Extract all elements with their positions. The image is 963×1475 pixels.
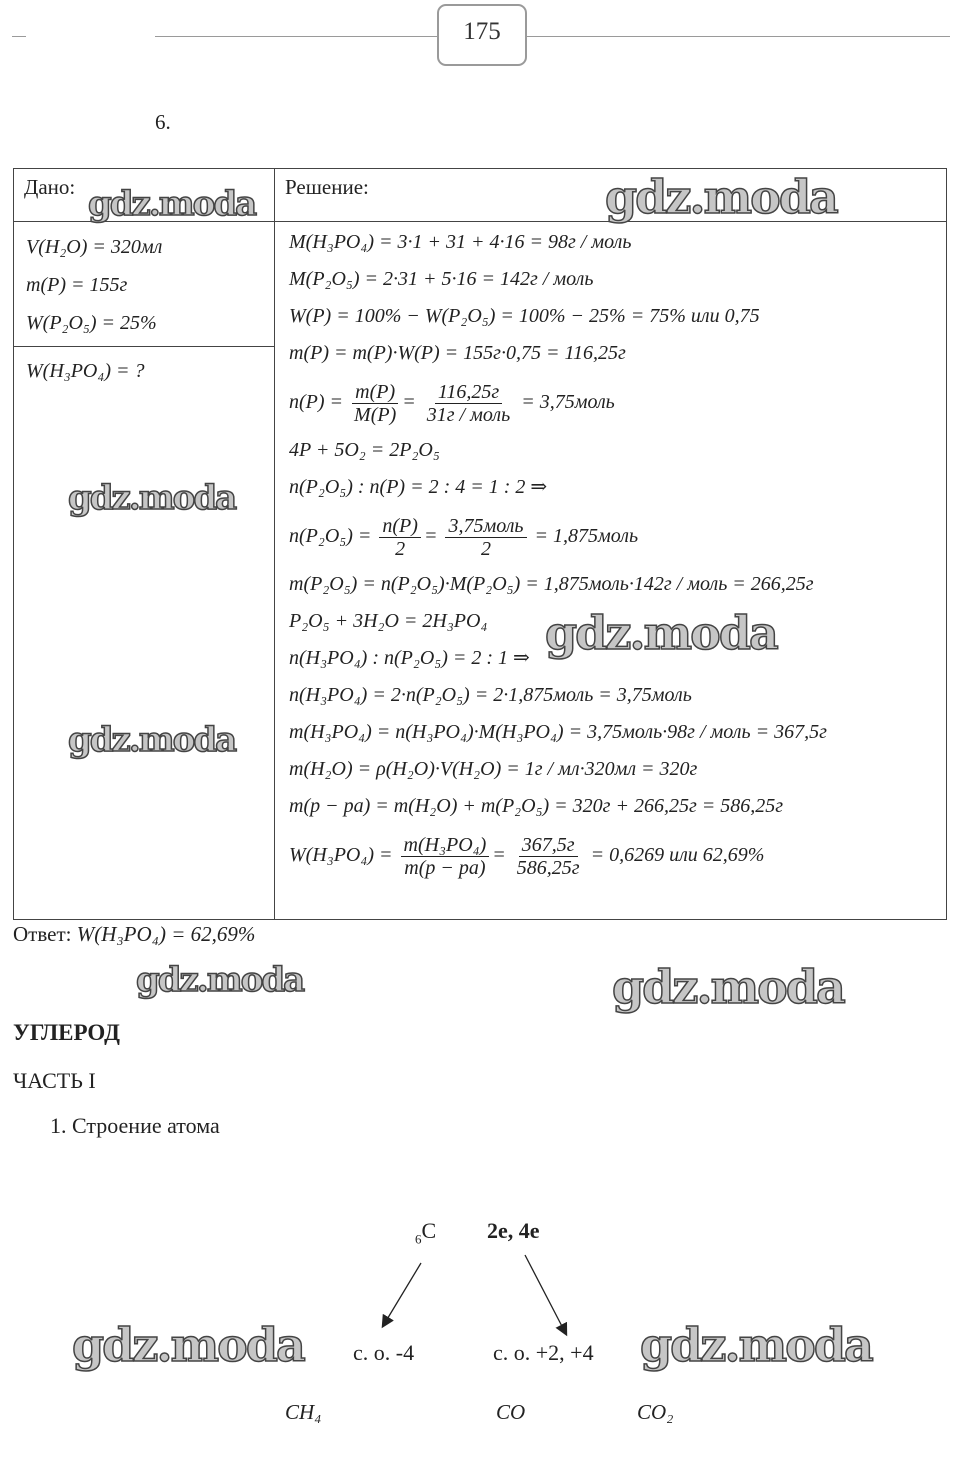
fraction-numerator: 3,75моль	[445, 515, 526, 538]
watermark: gdz.moda	[545, 606, 777, 660]
solution-step: n(H₃PO₄) = 2·n(P₂O₅) = 2·1,875моль = 3,75моль	[289, 684, 692, 706]
solution-header: Решение:	[275, 169, 947, 222]
formula-result: = 1,875моль	[534, 525, 639, 547]
solution-step: m(P) = m(P)·W(P) = 155г·0,75 = 116,25г	[289, 342, 626, 364]
solution-step: m(P₂O₅) = n(P₂O₅)·M(P₂O₅) = 1,875моль·142г / моль = 266,25г	[289, 573, 814, 595]
compound-methane: CH₄	[285, 1400, 322, 1424]
solution-step-fraction: n(P) = $\frac{m(P)}{M(P)}$ = $\frac{116,25г}{\text{31г / моль}}$ = 3,75моль	[289, 380, 615, 426]
fraction-numerator: 367,5г	[519, 834, 578, 857]
fraction-numerator: m(H₃PO₄)	[401, 834, 490, 857]
solution-step: n(P₂O₅) : n(P) = 2 : 4 = 1 : 2 ⇒	[289, 476, 548, 498]
formula-result: = 3,75моль	[521, 391, 615, 413]
given-fraction: W(P₂O₅) = 25%	[26, 312, 157, 334]
solution-step: M(H₃PO₄) = 3·1 + 31 + 4·16 = 98г / моль	[289, 231, 632, 253]
compound-carbon-monoxide: CO	[496, 1400, 526, 1424]
answer-value: W(H₃PO₄) = 62,69%	[76, 922, 256, 946]
task-number: 6.	[155, 110, 171, 134]
given-header: Дано:	[14, 169, 275, 222]
section-item: 1. Строение атома	[50, 1113, 220, 1138]
fraction-numerator: n(P)	[379, 515, 421, 538]
solution-step: W(P) = 100% − W(P₂O₅) = 100% − 25% = 75% или 0,75	[289, 305, 760, 327]
fraction-denominator: 31г / моль	[426, 403, 511, 426]
watermark: gdz.moda	[136, 960, 304, 1000]
solution-step: n(H₃PO₄) : n(P₂O₅) = 2 : 1 ⇒	[289, 647, 530, 669]
watermark: gdz.moda	[68, 478, 236, 518]
oxidation-state-positive: с. о. +2, +4	[493, 1340, 594, 1365]
watermark: gdz.moda	[612, 960, 844, 1014]
given-volume: V(H₂O) = 320мл	[26, 236, 163, 258]
electron-shells: 2е, 4е	[487, 1218, 540, 1243]
atomic-number: 6	[415, 1231, 422, 1247]
formula-lhs: n(P) =	[289, 391, 344, 413]
fraction-denominator: 2	[395, 537, 406, 560]
solution-step: m(p − pa) = m(H₂O) + m(P₂O₅) = 320г + 266,25г = 586,25г	[289, 795, 784, 817]
oxidation-state-negative: с. о. -4	[353, 1340, 415, 1365]
answer-label: Ответ:	[13, 922, 72, 946]
fraction-numerator: m(P)	[352, 381, 398, 404]
section-title: УГЛЕРОД	[13, 1020, 121, 1045]
formula-lhs: W(H₃PO₄) =	[289, 844, 393, 866]
fraction-denominator: m(p − pa)	[404, 856, 486, 879]
section-part: ЧАСТЬ I	[13, 1068, 96, 1093]
solution-step: 4P + 5O₂ = 2P₂O₅	[289, 439, 440, 461]
solution-step-fraction: n(P₂O₅) = $\frac{n(P)}{2}$ = $\frac{\text{3,75моль}}{2}$ = 1,875моль	[289, 514, 639, 560]
solution-step-fraction: W(H₃PO₄) = $\frac{\text{m(H₃PO₄)}}{m(p - pa)}$ = $\frac{367,5г}{586,25г}$ = 0,6269 или 62,69%	[289, 833, 765, 879]
fraction-denominator: 2	[480, 537, 491, 560]
fraction-numerator: 116,25г	[435, 381, 502, 404]
watermark: gdz.moda	[72, 1318, 304, 1372]
fraction-denominator: M(P)	[354, 403, 397, 426]
arrow-left	[383, 1263, 421, 1326]
arrow-right	[525, 1255, 566, 1334]
watermark: gdz.moda	[605, 170, 837, 224]
solution-step: P₂O₅ + 3H₂O = 2H₃PO₄	[289, 610, 488, 632]
compound-carbon-dioxide: CO₂	[637, 1400, 674, 1424]
find-quantity: W(H₃PO₄) = ?	[26, 360, 145, 382]
formula-result: = 0,6269 или 62,69%	[590, 844, 765, 866]
watermark: gdz.moda	[88, 184, 256, 224]
given-mass: m(P) = 155г	[26, 274, 128, 296]
watermark: gdz.moda	[640, 1318, 872, 1372]
page-number: 175	[437, 4, 527, 66]
watermark: gdz.moda	[68, 720, 236, 760]
fraction-denominator: 586,25г	[516, 856, 580, 879]
element-symbol: C	[421, 1218, 437, 1243]
solution-step: m(H₃PO₄) = n(H₃PO₄)·M(H₃PO₄) = 3,75моль·98г / моль = 367,5г	[289, 721, 827, 743]
solution-step: m(H₂O) = ρ(H₂O)·V(H₂O) = 1г / мл·320мл = 320г	[289, 758, 698, 780]
solution-step: M(P₂O₅) = 2·31 + 5·16 = 142г / моль	[289, 268, 594, 290]
formula-lhs: n(P₂O₅) =	[289, 525, 372, 547]
